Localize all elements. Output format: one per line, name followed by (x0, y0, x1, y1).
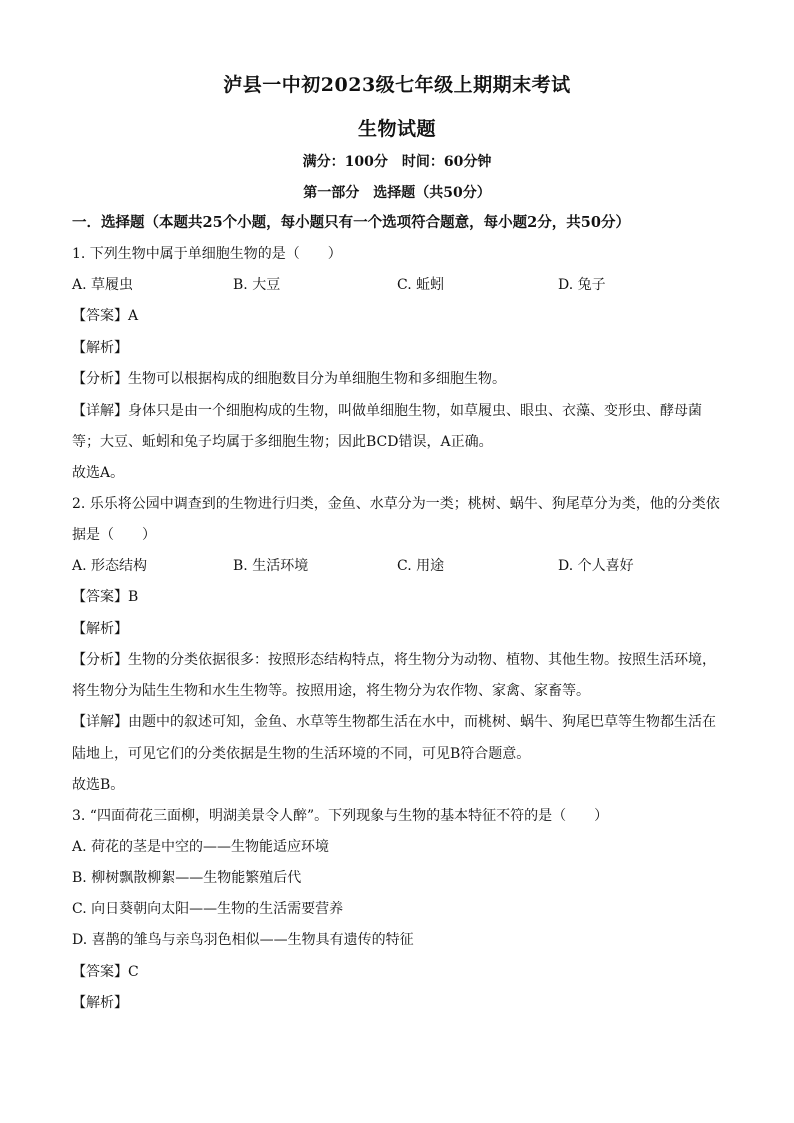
q3-stem: 3. “四面荷花三面柳，明湖美景令人醉”。下列现象与生物的基本特征不符的是（ ） (72, 808, 609, 824)
q1-option-a: A. 草履虫 (72, 277, 134, 293)
part-heading: 第一部分 选择题（共50分） (303, 185, 491, 201)
score-time: 满分：100分 时间：60分钟 (302, 154, 492, 170)
q2-xiangjie-2: 陆地上，可见它们的分类依据是生物的生活环境的不同，可见B符合题意。 (72, 746, 531, 762)
q2-answer: 【答案】B (72, 589, 139, 605)
q1-fenxi: 【分析】生物可以根据构成的细胞数目分为单细胞生物和多细胞生物。 (72, 371, 506, 387)
q1-option-c: C. 蚯蚓 (397, 277, 445, 293)
q2-option-a: A. 形态结构 (72, 558, 148, 574)
q3-analysis: 【解析】 (72, 995, 128, 1011)
q1-analysis: 【解析】 (72, 340, 128, 356)
q1-answer: 【答案】A (72, 308, 139, 324)
q2-fenxi-2: 将生物分为陆生生物和水生生物等。按照用途，将生物分为农作物、家禽、家畜等。 (72, 683, 590, 699)
q3-option-a: A. 荷花的茎是中空的——生物能适应环境 (72, 839, 330, 855)
q2-fenxi-1: 【分析】生物的分类依据很多：按照形态结构特点，将生物分为动物、植物、其他生物。按照生活环境， (72, 652, 716, 668)
q1-option-b: B. 大豆 (233, 277, 281, 293)
q2-option-b: B. 生活环境 (233, 558, 309, 574)
q3-answer: 【答案】C (72, 964, 139, 980)
q1-conclusion: 故选A。 (72, 465, 125, 481)
q2-conclusion: 故选B。 (72, 777, 125, 793)
q2-xiangjie-1: 【详解】由题中的叙述可知，金鱼、水草等生物都生活在水中，而桃树、蜗牛、狗尾巴草等生物都生活在 (72, 714, 716, 730)
q2-option-c: C. 用途 (397, 558, 445, 574)
q2-stem-1: 2. 乐乐将公园中调查到的生物进行归类，金鱼、水草分为一类；桃树、蜗牛、狗尾草分为类，他的分类依 (72, 496, 720, 512)
q1-stem: 1. 下列生物中属于单细胞生物的是（ ） (72, 246, 342, 262)
q3-option-d: D. 喜鹊的雏鸟与亲鸟羽色相似——生物具有遗传的特征 (72, 932, 414, 948)
q1-option-d: D. 兔子 (558, 277, 606, 293)
q3-option-b: B. 柳树飘散柳絮——生物能繁殖后代 (72, 870, 302, 886)
exam-title: 泸县一中初2023级七年级上期期末考试 (223, 74, 571, 96)
q2-analysis: 【解析】 (72, 621, 128, 637)
q2-stem-2: 据是（ ） (72, 527, 156, 543)
q1-xiangjie-2: 等；大豆、蚯蚓和兔子均属于多细胞生物；因此BCD错误，A正确。 (72, 434, 493, 450)
section-heading: 一．选择题（本题共25个小题，每小题只有一个选项符合题意，每小题2分，共50分） (72, 214, 630, 231)
q2-option-d: D. 个人喜好 (558, 558, 634, 574)
subject-title: 生物试题 (357, 118, 436, 140)
q3-option-c: C. 向日葵朝向太阳——生物的生活需要营养 (72, 901, 344, 917)
q1-xiangjie-1: 【详解】身体只是由一个细胞构成的生物，叫做单细胞生物，如草履虫、眼虫、衣藻、变形虫、酵母菌 (72, 403, 702, 419)
